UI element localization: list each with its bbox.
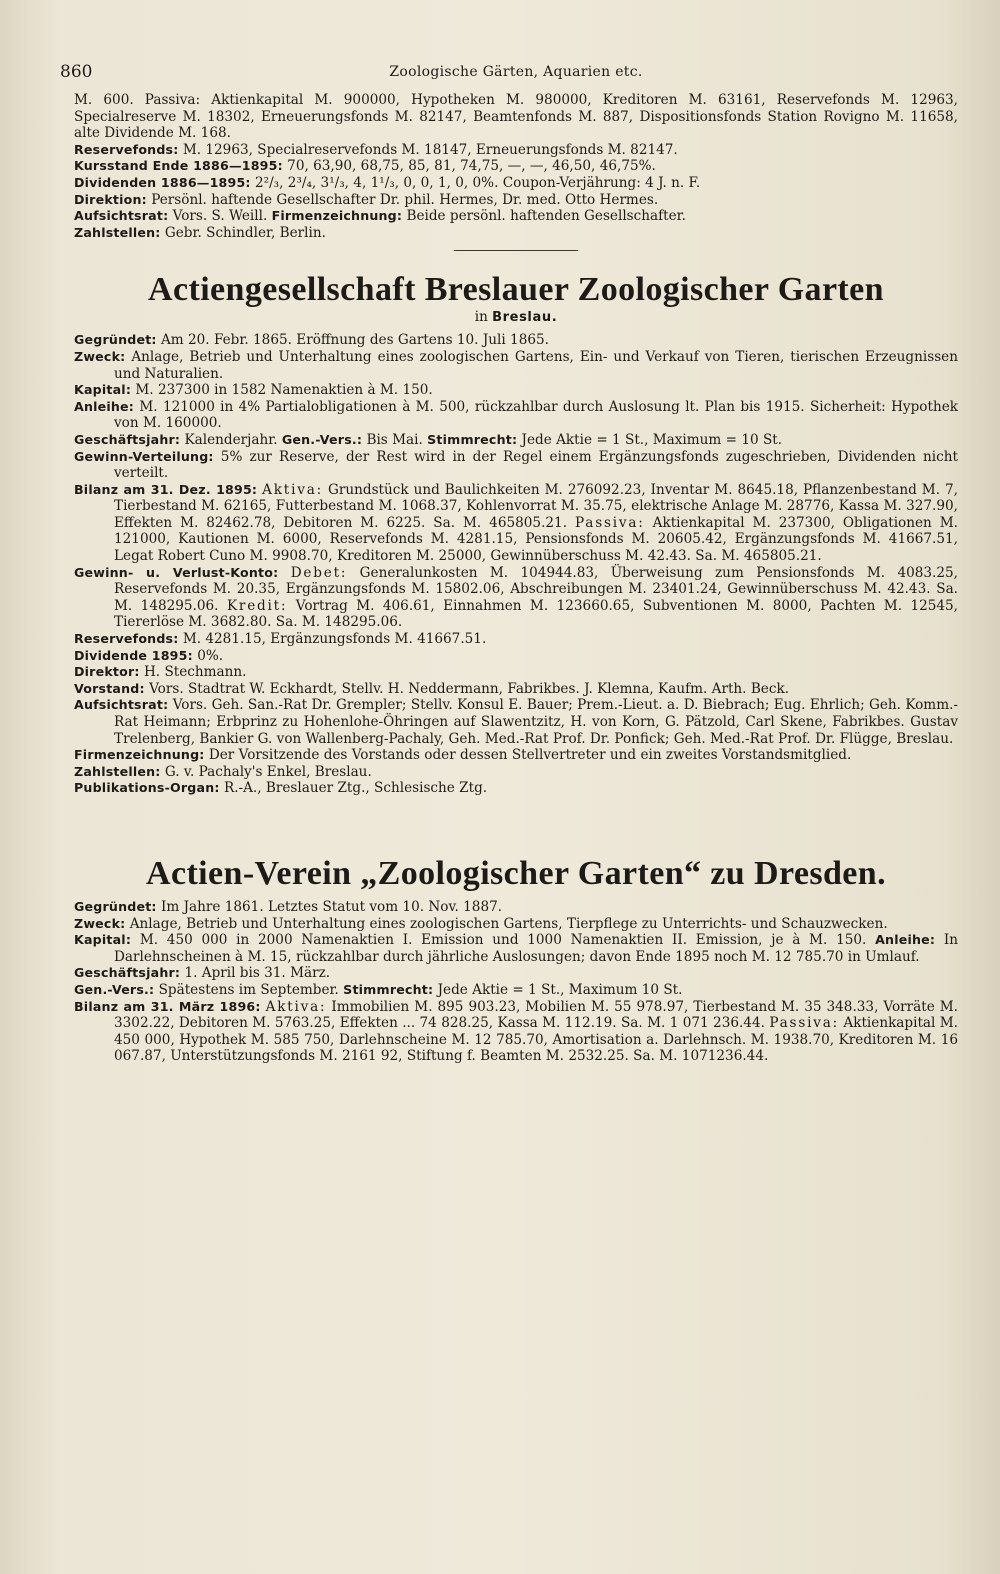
entry-reservefonds: Reservefonds: M. 4281.15, Ergänzungsfonds M. 41667.51. xyxy=(74,631,487,648)
section-divider xyxy=(454,250,578,251)
entry-dividende: Dividende 1895: 0%. xyxy=(74,647,224,664)
previous-company-block xyxy=(74,92,958,241)
entry-zahlstellen: Zahlstellen: Gebr. Schindler, Berlin. xyxy=(74,224,326,241)
entry-dividenden: Dividenden 1886—1895: 2²/₃, 2³/₄, 3¹/₃, 4, 1¹/₃, 0, 0, 1, 0, 0%. Coupon-Verjährung: 4 J. n. F. xyxy=(74,174,701,191)
section-subtitle-breslau: in Breslau. xyxy=(474,309,558,326)
entry-direktion: Direktion: Persönl. haftende Gesellschafter Dr. phil. Hermes, Dr. med. Otto Hermes. xyxy=(74,191,659,208)
entry-geschaeftsjahr: Geschäftsjahr: Kalenderjahr. Gen.-Vers.: Bis Mai. Stimmrecht: Jede Aktie = 1 St., Maximum = 10 St. xyxy=(74,431,783,448)
entry-publikations-organ: Publikations-Organ: R.-A., Breslauer Ztg., Schlesische Ztg. xyxy=(74,780,488,797)
page-number: 860 xyxy=(60,62,93,82)
entry-anleihe: Anleihe: M. 121000 in 4% Partialobligationen à M. 500, rückzahlbar durch Auslosung lt. Plan bis 1915. Sicherheit: Hypothek von M. 160000. xyxy=(74,398,958,432)
entry-geschaeftsjahr: Geschäftsjahr: 1. April bis 31. März. xyxy=(74,965,331,982)
section-spacer xyxy=(74,797,958,855)
entry-bilanz: Bilanz am 31. Dez. 1895: Aktiva: Grundstück und Baulichkeiten M. 276092.23, Inventar M. 8645.18, Pflanzenbestand M. 7, Tierbestand M. 62165, Futterbestand M. 1068.37, Kohlenvorrat M. 35.75, elektrische Anlage M. 28776, Kassa M. 327.90, Effekten M. 82462.78, Debitoren M. 6225. Sa. M. 465805.21. Passiva: Aktienkapital M. 237300, Obligationen M. 121000, Kautionen M. 6000, Reservefonds M. 4281.15, Pensionsfonds M. 20605.42, Ergänzungsfonds M. 41667.51, Legat Robert Cuno M. 9908.70, Kreditoren M. 25000, Gewinnüberschuss M. 42.43. Sa. M. 465805.21. xyxy=(74,481,958,565)
entry-bilanz: Bilanz am 31. März 1896: Aktiva: Immobilien M. 895 903.23, Mobilien M. 55 978.97, Tierbestand M. 35 348.33, Vorräte M. 3302.22, Debitoren M. 5763.25, Effekten ... 74 828.25, Kassa M. 112.19. Sa. M. 1 071 236.44. Passiva: Aktienkapital M. 450 000, Hypothek M. 585 750, Darlehnscheine M. 12 785.70, Amortisation a. Darlehnsch. M. 1938.70, Kreditoren M. 16 067.87, Unterstützungsfonds M. 2161 92, Stiftung f. Beamten M. 2532.25. Sa. M. 1071236.44. xyxy=(74,998,958,1065)
entry-direktor: Direktor: H. Stechmann. xyxy=(74,664,247,681)
section-dresden xyxy=(74,855,958,1065)
entry-reservefonds: Reservefonds: M. 12963, Specialreservefonds M. 18147, Erneuerungsfonds M. 82147. xyxy=(74,141,678,158)
entry-kursstand: Kursstand Ende 1886—1895: 70, 63,90, 68,75, 85, 81, 74,75, —, —, 46,50, 46,75%. xyxy=(74,158,656,175)
section-breslau xyxy=(74,271,958,797)
entry-zweck: Zweck: Anlage, Betrieb und Unterhaltung eines zoologischen Gartens, Tierpflege zu Unterrichts- und Schauzwecken. xyxy=(74,915,888,932)
entry-gegruendet: Gegründet: Am 20. Febr. 1865. Eröffnung des Gartens 10. Juli 1865. xyxy=(74,332,549,349)
running-header xyxy=(60,62,958,92)
entry-firmenzeichnung: Firmenzeichnung: Der Vorsitzende des Vorstands oder dessen Stellvertreter und ein zweites Vorstandsmitglied. xyxy=(74,747,852,764)
section-title-breslau: Actiengesellschaft Breslauer Zoologischer Garten xyxy=(148,271,884,309)
entry-gegruendet: Gegründet: Im Jahre 1861. Letztes Statut vom 10. Nov. 1887. xyxy=(74,898,503,915)
entry-gen-vers: Gen.-Vers.: Spätestens im September. Stimmrecht: Jede Aktie = 1 St., Maximum 10 St. xyxy=(74,981,683,998)
entry-gewinn-verteilung: Gewinn-Verteilung: 5% zur Reserve, der Rest wird in der Regel einem Ergänzungsfonds zugeschrieben, Dividenden nicht verteilt. xyxy=(74,448,958,482)
entry-aufsichtsrat: Aufsichtsrat: Vors. Geh. San.-Rat Dr. Grempler; Stellv. Konsul E. Bauer; Prem.-Lieut. a. D. Biebrach; Eug. Ehrlich; Geh. Komm.-Rat Heimann; Erbprinz zu Hohenlohe-Öhringen auf Slawentzitz, H. von Korn, G. Pätzold, Carl Skene, Fabrikbes. Gustav Trelenberg, Bankier G. von Wallenberg-Pachaly, Geh. Med.-Rat Prof. Dr. Ponfick; Geh. Med.-Rat Prof. Dr. Flügge, Breslau. xyxy=(74,697,958,747)
entry-passiva-continued: M. 600. Passiva: Aktienkapital M. 900000, Hypotheken M. 980000, Kreditoren M. 63161, Reservefonds M. 12963, Specialreserve M. 18302, Erneuerungsfonds M. 82147, Beamtenfonds M. 887, Dispositionsfonds Station Rovigno M. 11658, alte Dividende M. 168. xyxy=(74,92,958,142)
entry-aufsichtsrat: Aufsichtsrat: Vors. S. Weill. Firmenzeichnung: Beide persönl. haftenden Gesellschafter. xyxy=(74,208,686,225)
running-title: Zoologische Gärten, Aquarien etc. xyxy=(389,64,643,80)
entry-kapital: Kapital: M. 237300 in 1582 Namenaktien à M. 150. xyxy=(74,382,433,399)
entry-kapital: Kapital: M. 450 000 in 2000 Namenaktien I. Emission und 1000 Namenaktien II. Emission, je à M. 150. Anleihe: In Darlehnscheinen à M. 15, rückzahlbar durch jährliche Auslosungen; davon Ende 1895 noch M. 12 785.70 in Umlauf. xyxy=(74,932,958,965)
section-title-dresden: Actien-Verein „Zoologischer Garten“ zu Dresden. xyxy=(146,854,886,892)
entry-zahlstellen: Zahlstellen: G. v. Pachaly's Enkel, Breslau. xyxy=(74,763,372,780)
entry-gewinn-verlust-konto: Gewinn- u. Verlust-Konto: Debet: Generalunkosten M. 104944.83, Überweisung zum Pensionsfonds M. 4083.25, Reservefonds M. 20.35, Ergänzungsfonds M. 15802.06, Abschreibungen M. 23401.24, Gewinnüberschuss M. 42.43. Sa. M. 148295.06. Kredit: Vortrag M. 406.61, Einnahmen M. 123660.65, Subventionen M. 8000, Pachten M. 12545, Tiererlöse M. 3682.80. Sa. M. 148295.06. xyxy=(74,564,959,631)
entry-vorstand: Vorstand: Vors. Stadtrat W. Eckhardt, Stellv. H. Neddermann, Fabrikbes. J. Klemna, Kaufm. Arth. Beck. xyxy=(74,680,790,697)
entry-zweck: Zweck: Anlage, Betrieb und Unterhaltung eines zoologischen Gartens, Ein- und Verkauf von Tieren, tierischen Erzeugnissen und Naturalien. xyxy=(74,348,958,382)
